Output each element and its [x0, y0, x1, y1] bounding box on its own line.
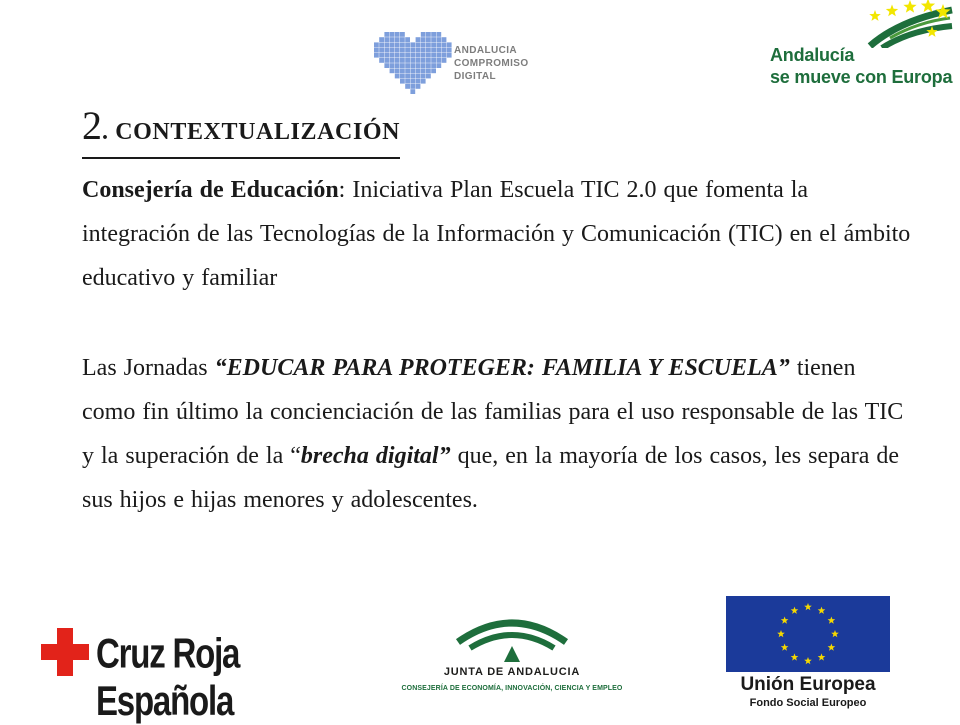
logo-line: DIGITAL	[454, 71, 497, 82]
paragraph-text: : Iniciativa Plan Escuela TIC 2.0 que fomenta la integración de las Tecnologías de la Información y Comunicación (TIC) en el ámbito educativo y familiar	[82, 177, 911, 291]
red-cross-icon	[40, 626, 90, 678]
eu-star-icon	[781, 617, 789, 624]
fondo-social-europeo-text: Fondo Social Europeo	[749, 697, 867, 709]
eu-star-icon	[781, 644, 789, 651]
quote-open: “	[290, 443, 301, 469]
andalucia-europa-text	[770, 44, 952, 88]
union-europea-logo	[722, 594, 892, 714]
star-icon	[886, 5, 898, 17]
eu-star-icon	[791, 607, 799, 614]
eu-flag-icon	[726, 596, 890, 672]
andalucia-compromiso-text	[454, 44, 529, 83]
eu-star-icon	[777, 630, 785, 637]
eu-star-icon	[828, 617, 836, 624]
jornadas-title: “EDUCAR PARA PROTEGER: FAMILIA Y ESCUELA”	[214, 355, 790, 381]
junta-department: CONSEJERÍA DE ECONOMÍA, INNOVACIÓN, CIENCIA Y EMPLEO	[401, 685, 623, 692]
junta-de-andalucia-logo	[372, 610, 652, 700]
eu-stars-icon	[726, 596, 890, 672]
star-icon	[903, 0, 916, 13]
section-title: . CONTEXTUALIZACIÓN	[102, 119, 401, 145]
cruz-roja-text: Cruz Roja Española	[96, 630, 240, 724]
junta-name: JUNTA DE ANDALUCIA	[443, 666, 581, 678]
green-arcs-stars-icon	[760, 0, 955, 48]
paragraph-consejeria	[82, 168, 912, 300]
logo-line: se mueve con Europa	[770, 67, 953, 87]
logo-line: COMPROMISO	[454, 58, 529, 69]
paragraph-end: que, en la mayoría de los casos, les separa de sus hijos e hijas menores y adolescentes.	[82, 443, 900, 513]
union-europea-name: Unión Europea	[740, 674, 876, 695]
eu-star-icon	[804, 657, 812, 664]
eu-star-icon	[828, 644, 836, 651]
cruz-roja-logo	[40, 618, 330, 724]
paragraph-lead: Consejería de Educación	[82, 177, 339, 203]
andalucia-compromiso-digital-logo	[372, 26, 542, 102]
star-icon	[869, 10, 880, 21]
brecha-digital-term: brecha digital”	[300, 443, 451, 469]
section-heading	[82, 104, 400, 159]
paragraph-middle: tienen como fin último la concienciación de las familias para el uso responsable de las TIC y la superación de la	[82, 355, 904, 469]
star-icon	[921, 0, 935, 12]
eu-star-icon	[804, 603, 812, 610]
section-number: 2	[82, 103, 102, 148]
eu-star-icon	[831, 630, 839, 637]
eu-star-icon	[818, 607, 826, 614]
andalucia-se-mueve-con-europa-logo	[760, 0, 955, 100]
paragraph-intro: Las Jornadas	[82, 355, 215, 381]
logo-line: ANDALUCIA	[454, 45, 518, 56]
pixel-heart-icon	[372, 26, 452, 102]
paragraph-jornadas	[82, 346, 912, 522]
junta-emblem-icon	[372, 610, 652, 666]
eu-star-icon	[791, 653, 799, 660]
logo-line: Andalucía	[770, 45, 855, 65]
eu-star-icon	[818, 653, 826, 660]
